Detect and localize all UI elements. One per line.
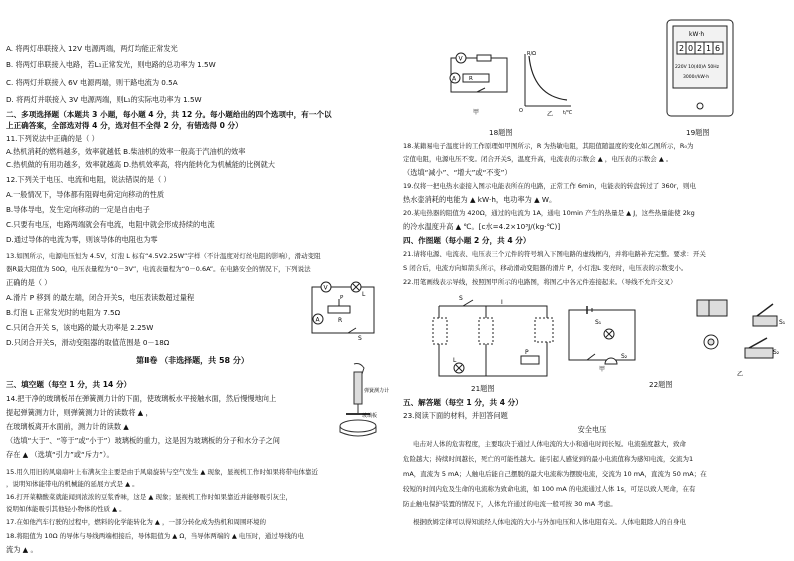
q10-option-a: A. 将两灯串联接入 12V 电源两端，两灯均能正常发光 <box>6 44 178 53</box>
section2-heading: 二、多项选择题（本题共 3 小题，每小题 4 分，共 12 分。每小题给出的四个选项中，有一个以 <box>6 110 332 119</box>
q21-circuit-figure <box>429 292 561 380</box>
q10-option-b: B. 将两灯串联接入电路，若L₁正常发光，则电路的总功率为 1.5W <box>6 60 216 69</box>
q19-electricity-meter <box>665 18 735 126</box>
spring-scale-label: 弹簧测力计 <box>364 388 390 394</box>
fig22-s1-label: S₁ <box>595 319 602 326</box>
q18-line3: （选填“减小”、“增大”或“不变”） <box>403 168 512 177</box>
q13-option-a: A.滑片 P 移到 的最左端，闭合开关S，电压表读数超过量程 <box>6 293 195 302</box>
meter-digit-0: 2 <box>679 44 685 53</box>
q14-line3: 在玻璃板离开水面前，测力计的读数 ▲ <box>6 422 129 431</box>
glass-plate-label: 玻璃板 <box>362 413 378 419</box>
meter-digit-2: 2 <box>697 44 703 53</box>
q12-option-b: B.导体导电，发生定向移动的一定是自由电子 <box>6 205 150 214</box>
q18-line2: 定值电阻，电源电压不变。闭合开关S，温度升高，电流表的示数会 ▲ ，电压表的示数会 ▲ 。 <box>403 155 673 163</box>
meter-spec: 220V 10(40)A 50Hz <box>675 65 720 70</box>
article-para-line4: 较短的时间内危及生命的电流称为致命电流，如 100 mA 的电流通过人体 1s，可足以致人死命，在有 <box>403 485 696 493</box>
fig18-y-axis-label: R/Ω <box>527 51 536 57</box>
svg-text:R: R <box>338 317 343 324</box>
article-para-line2: 危险越大；持续时间越长，死亡的可能性越大。能引起人感觉到的最小电流值称为感知电流，交流为1 <box>403 455 694 463</box>
fig18-ammeter-label: A <box>452 75 457 83</box>
q14-line5: 存在 ▲ （选填“引力”或“斥力”）。 <box>6 450 114 459</box>
q13-option-c: C.只闭合开关 S，该电路的最大功率是 2.25W <box>6 323 154 332</box>
q14-line2: 提起弹簧测力计，则弹簧测力计的读数将 ▲ ， <box>6 408 153 417</box>
q13-stem-cont: 器R最大阻值为 50Ω，电压表量程为“0－3V”，电流表量程为“0－0.6A”。在电路安全的情况下，下列说法 <box>6 265 311 273</box>
q22-circuit-jia <box>565 302 641 372</box>
meter-rate: 3000r/kW·h <box>683 75 710 80</box>
section2-heading-cont: 上正确答案，全部选对得 4 分，选对但不全得 2 分，有错选得 0 分） <box>6 121 243 130</box>
q10-option-d: D. 将两灯并联接入 3V 电源两端，则L₁的实际电功率为 1.5W <box>6 95 202 104</box>
q12-stem: 12.下列关于电压、电流和电阻，说法错误的是（ ） <box>6 175 171 184</box>
q15-line2: ，说明知体能带电的机械能的延展方式是 ▲ 。 <box>6 480 139 488</box>
q13-option-d: D.只闭合开关S，滑动变阻器的取值范围是 0－18Ω <box>6 338 170 347</box>
article-para-line1: 电击对人体的危害程度，主要取决于通过人体电流的大小和通电时间长短。电流强度越大，致命 <box>413 440 686 448</box>
q22-components-yi <box>693 294 785 378</box>
fig21-current-label: I <box>501 299 503 306</box>
fig22-yi-s2-label: S₂ <box>773 349 780 356</box>
fig18-sensor-label: R <box>469 76 473 82</box>
section5-heading: 五、解答题（每空 1 分，共 4 分） <box>403 398 523 407</box>
q13-stem-end: 正确的是（ ） <box>6 278 52 287</box>
article-para-line5: 防止触电保护装置的情况下，人体允许通过的电流一般可按 30 mA 考虑。 <box>403 500 617 508</box>
q19-line1: 19.仅将一把电热水壶接入图示电能表所在的电路，正常工作 6min，电能表的转盘转过了 360r，则电 <box>403 182 696 190</box>
q18l-line2: 流为 ▲ 。 <box>6 545 38 554</box>
fig22-yi-label: 乙 <box>737 371 744 378</box>
svg-text:S: S <box>358 335 362 342</box>
fig18-caption: 18题图 <box>489 128 513 137</box>
svg-text:V: V <box>323 284 328 292</box>
fig22-s2-label: S₂ <box>621 353 628 360</box>
left-column <box>0 0 390 561</box>
meter-digit-1: 0 <box>688 44 694 53</box>
q18-line1: 18.某籍易电子温度计的工作原理如甲图所示，R 为热敏电阻，其阻值随温度的变化如乙图所示，R₀为 <box>403 142 694 150</box>
q15-line1: 15.用久用旧的风扇扇叶上布满灰尘主要是由于风扇旋转与空气发生 ▲ 现象，显视机工作时如果将带电体靠近 <box>6 468 318 476</box>
q10-option-c: C. 将两灯并联接入 6V 电源两端，则干路电流为 0.5A <box>6 78 178 87</box>
q20-line2: 的冷水温度升高 ▲ ℃。[c水=4.2×10³J/(kg·℃)] <box>403 222 561 231</box>
q13-circuit-diagram <box>308 283 380 341</box>
fig21-switch-label: S <box>459 295 463 302</box>
article-title: 安全电压 <box>577 425 607 434</box>
article-para2-line1: 根据欧姆定律可以得知流经人体电流的大小与外加电压和人体电阻有关。人体电阻除人的自身电 <box>413 518 686 526</box>
meter-digit-4: 6 <box>715 44 721 53</box>
fig21-caption: 21题图 <box>471 384 495 393</box>
q19-line2: 热水壶消耗的电能为 ▲ kW·h，电功率为 ▲ W。 <box>403 195 557 204</box>
q21-line1: 21.请将电源、电流表、电压表三个元件的符号填入下图电路的虚线框内，并将电路补充完整。要求：开关 <box>403 250 706 258</box>
fig22-caption: 22题图 <box>649 380 673 389</box>
q23-stem: 23.阅读下面的材料，并回答问题 <box>403 411 508 420</box>
fig18-x-axis-label: t/℃ <box>563 110 573 116</box>
right-column <box>397 0 787 561</box>
q21-line2: S 闭合后，电流方向如箭头所示，移动滑动变阻器的滑片 P，小灯泡L 变亮时，电压表的示数变小。 <box>403 264 688 272</box>
q12-option-d: D.通过导体的电流为零，则该导体的电阻也为零 <box>6 235 158 244</box>
q17-line: 17.在如他汽车行驶的过程中，燃料的化学能转化为 ▲ ，一部分转化成为热机和周围环境的 <box>6 518 266 526</box>
q14-line4: （选填“大于”、“等于”或“小于”）玻璃板的重力，这是因为玻璃板的分子和水分子之间 <box>6 436 280 445</box>
fig18-jia-label: 甲 <box>473 109 480 116</box>
q18-figure <box>447 48 577 118</box>
meter-digit-3: 1 <box>706 44 712 53</box>
svg-text:A: A <box>315 316 320 324</box>
meter-unit: kW·h <box>689 31 705 38</box>
q13-option-b: B.灯泡 L 正常发光时的电阻为 7.5Ω <box>6 308 121 317</box>
svg-text:P: P <box>340 295 344 301</box>
fig21-lamp-label: L <box>453 357 457 364</box>
fig18-yi-label: 乙 <box>547 111 554 118</box>
fig21-slider-label: P <box>525 349 529 356</box>
svg-text:L: L <box>362 291 366 298</box>
q11-options-ab: A.热机消耗的燃料越多，效率就越低 B.柴油机的效率一般高于汽油机的效率 <box>6 147 246 156</box>
q12-option-c: C.只要有电压，电路两端就会有电流，电阻中就会形成持续的电流 <box>6 220 215 229</box>
fig22-yi-s1-label: S₁ <box>779 319 786 326</box>
section4-heading: 四、作图题（每小题 2 分，共 4 分） <box>403 236 531 245</box>
q11-options-cd: C.热机做的有用功越多，效率就越高 D.热机效率高，将内能转化为机械能的比例就大 <box>6 160 275 169</box>
fig22-jia-label: 甲 <box>599 366 606 373</box>
q16-line1: 16.打开菜糖酸菜就能闻到浓浓的豆浆香味，这是 ▲ 现象；显视机工作时如果靠近并能够吸引灰尘， <box>6 493 292 501</box>
part2-title: 第Ⅱ卷 （非选择题，共 58 分） <box>136 356 249 365</box>
q20-line1: 20.某电热器的阻值为 420Ω，通过的电流为 1A，通电 10min 产生的热量是 ▲ J，这些热量能使 2kg <box>403 209 695 217</box>
q14-spring-scale-figure <box>336 362 390 440</box>
q16-line2: 说明如体能吸引其他轻小物体的性质 ▲ 。 <box>6 505 126 513</box>
q18l-line1: 18.将阻值为 10Ω 的导体与导线两端相接后，导体阻值为 ▲ Ω，当导体两端的 ▲ 电压时，通过导线的电 <box>6 532 304 540</box>
q11-stem: 11.下列说法中正确的是（ ） <box>6 134 99 143</box>
fig18-origin-label: O <box>519 108 523 114</box>
article-para-line3: mA，直流为 5 mA；人触电后能自己摆脱的最大电流称为摆脱电流，交流为 10 mA，直流为 50 mA；在 <box>403 470 707 478</box>
q12-option-a: A.一般情况下，导体都有阻碍电荷定向移动的性质 <box>6 190 165 199</box>
fig19-caption: 19题图 <box>686 128 710 137</box>
q13-stem: 13.如图所示，电源电压恒为 4.5V，灯泡 L 标有“4.5V2.25W”字样（不计温度对灯丝电阻的影响），滑动变阻 <box>6 252 321 260</box>
q14-line1: 14.把干净的玻璃板吊在弹簧测力计的下面，使玻璃板水平接触水面，然后慢慢地向上 <box>6 394 277 403</box>
section3-heading: 三、填空题（每空 1 分，共 14 分） <box>6 380 132 389</box>
svg-text:V: V <box>458 55 463 63</box>
q22-line: 22.用笔画线表示导线，按照图甲所示的电路图，将图乙中各元件连接起来。（导线不允许交叉） <box>403 278 677 286</box>
